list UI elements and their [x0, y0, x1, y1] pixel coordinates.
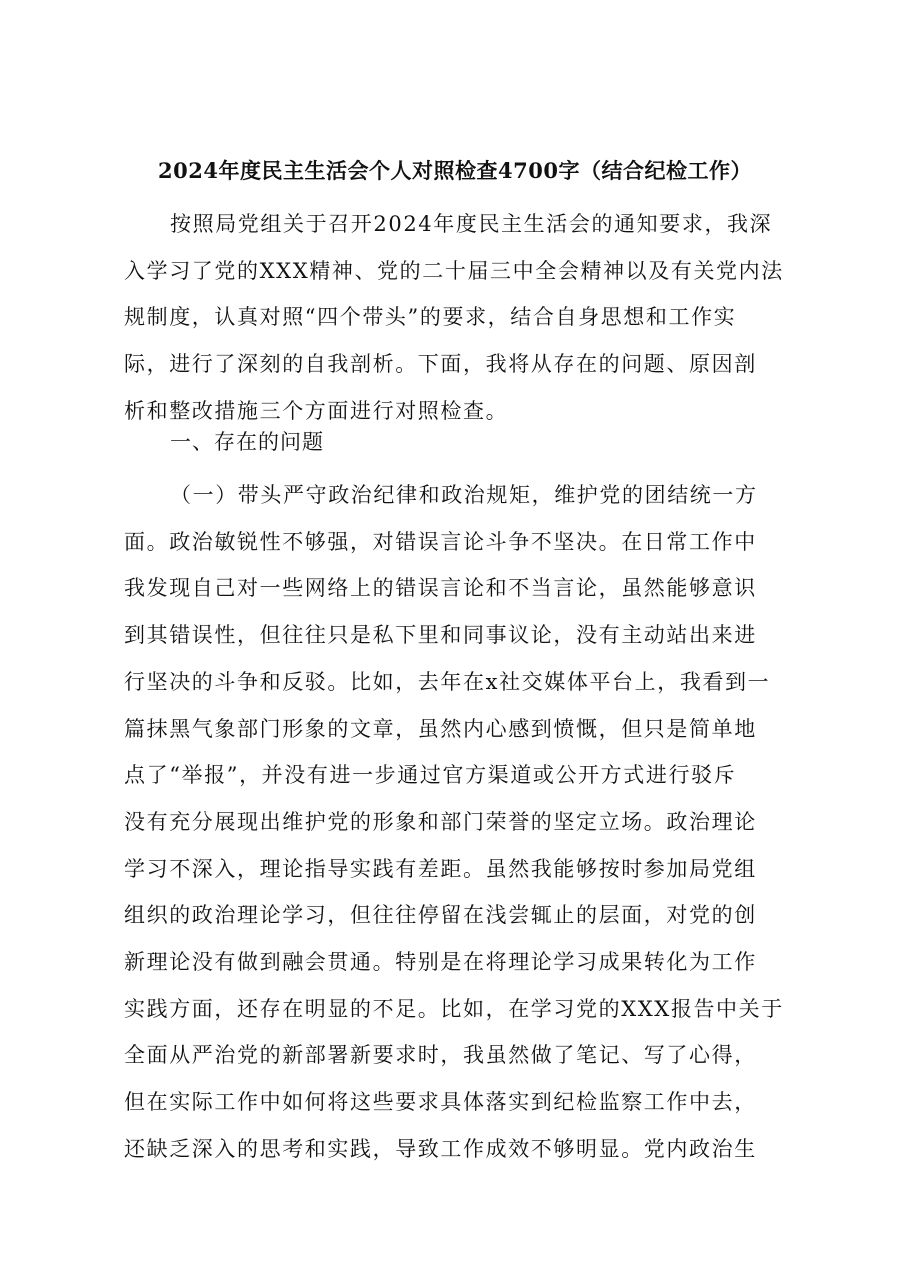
section1-line: 全面从严治党的新部署新要求时，我虽然做了笔记、写了心得， — [124, 1043, 757, 1068]
section1-line: （一）带头严守政治纪律和政治规矩，维护党的团结统一方 — [170, 483, 758, 507]
section1-line: 新理论没有做到融会贯通。特别是在将理论学习成果转化为工作 — [124, 950, 757, 975]
section1-line: 面。政治敏锐性不够强，对错误言论斗争不坚决。在日常工作中 — [124, 529, 757, 554]
section1-line: 但在实际工作中如何将这些要求具体落实到纪检监察工作中去， — [124, 1090, 757, 1115]
section1-line: 我发现自己对一些网络上的错误言论和不当言论，虽然能够意识 — [124, 576, 757, 601]
section-heading: 一、存在的问题 — [170, 430, 324, 454]
intro-paragraph — [124, 201, 824, 435]
section1-line: 到其错误性，但往往只是私下里和同事议论，没有主动站出来进 — [124, 623, 757, 648]
section1-line: 实践方面，还存在明显的不足。比如，在学习党的XXX报告中关于 — [124, 996, 784, 1021]
intro-line: 规制度，认真对照“四个带头”的要求，结合自身思想和工作实 — [124, 305, 737, 330]
intro-line: 入学习了党的XXX精神、党的二十届三中全会精神以及有关党内法 — [124, 258, 784, 283]
section1-line: 组织的政治理论学习，但往往停留在浅尝辄止的层面，对党的创 — [124, 903, 757, 928]
section1-paragraph — [124, 472, 824, 1173]
section1-line: 还缺乏深入的思考和实践，导致工作成效不够明显。党内政治生 — [124, 1136, 757, 1161]
section1-line: 没有充分展现出维护党的形象和部门荣誉的坚定立场。政治理论 — [124, 809, 757, 834]
section1-line: 篇抹黑气象部门形象的文章，虽然内心感到愤慨，但只是简单地 — [124, 716, 757, 741]
section1-line: 学习不深入，理论指导实践有差距。虽然我能够按时参加局党组 — [124, 856, 757, 881]
intro-line: 析和整改措施三个方面进行对照检查。 — [124, 398, 509, 423]
intro-line: 际，进行了深刻的自我剖析。下面，我将从存在的问题、原因剖 — [124, 352, 757, 377]
intro-line: 按照局党组关于召开2024年度民主生活会的通知要求，我深 — [170, 212, 773, 236]
document-title: 2024年度民主生活会个人对照检查4700字（结合纪检工作） — [158, 158, 752, 183]
section1-line: 点了“举报”，并没有进一步通过官方渠道或公开方式进行驳斥 — [124, 763, 737, 788]
section1-line: 行坚决的斗争和反驳。比如，去年在x社交媒体平台上，我看到一 — [124, 669, 771, 694]
